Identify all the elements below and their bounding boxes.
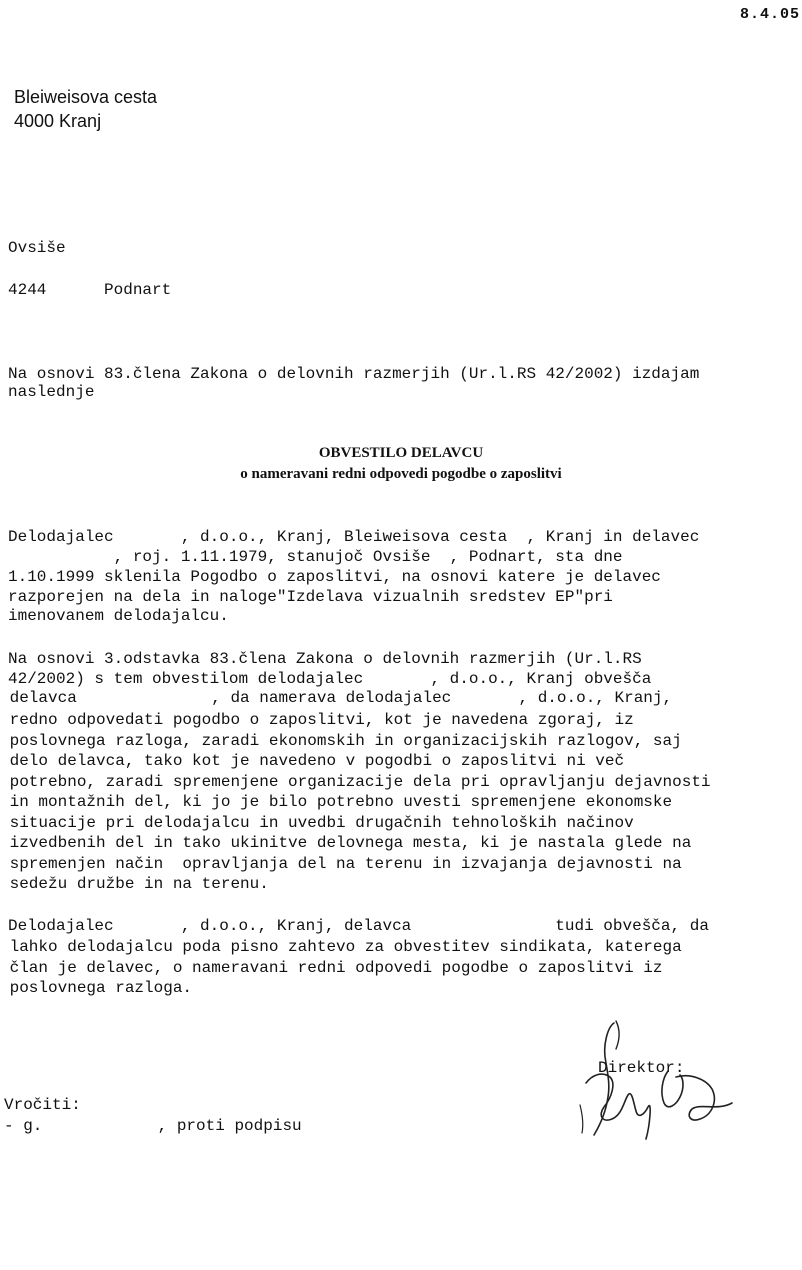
intro-line: Na osnovi 83.člena Zakona o delovnih razmerjih (Ur.l.RS 42/2002) izdajam: [8, 365, 700, 383]
paragraph-line: lahko delodajalcu poda pisno zahtevo za obvestitev sindikata, katerega: [0, 938, 682, 956]
paragraph-line: redno odpovedati pogodbo o zaposlitvi, kot je navedena zgoraj, iz: [0, 711, 634, 729]
paragraph-line: Na osnovi 3.odstavka 83.člena Zakona o delovnih razmerjih (Ur.l.RS: [8, 650, 642, 668]
title-main: OBVESTILO DELAVCU: [318, 445, 484, 461]
delivery-label: Vročiti:: [4, 1096, 81, 1114]
paragraph-line: potrebno, zaradi spremenjene organizacije dela pri opravljanju dejavnosti: [0, 773, 711, 791]
paragraph-line: Delodajalec , d.o.o., Kranj, Bleiweisova cesta , Kranj in delavec: [8, 528, 700, 546]
paragraph-line: in montažnih del, ki jo je bilo potrebno uvesti spremenjene ekonomske: [0, 793, 673, 811]
paragraph-line: 1.10.1999 sklenila Pogodbo o zaposlitvi, na osnovi katere je delavec: [8, 568, 661, 586]
paragraph-line: poslovnega razloga.: [0, 979, 193, 997]
paragraph-line: Delodajalec , d.o.o., Kranj, delavca tudi obvešča, da: [8, 917, 709, 935]
title-subtitle: o nameravani redni odpovedi pogodbe o zaposlitvi: [240, 466, 562, 482]
intro-line: naslednje: [8, 383, 95, 401]
paragraph-line: 42/2002) s tem obvestilom delodajalec , d.o.o., Kranj obvešča: [8, 670, 652, 688]
sender-street: Bleiweisova cesta: [14, 87, 158, 107]
paragraph-line: delavca , da namerava delodajalec , d.o.o., Kranj,: [0, 689, 673, 707]
paragraph-line: imenovanem delodajalcu.: [8, 607, 229, 625]
sender-city: 4000 Kranj: [14, 111, 102, 131]
paragraph-line: , roj. 1.11.1979, stanujoč Ovsiše , Podnart, sta dne: [8, 548, 623, 566]
paragraph-line: razporejen na dela in naloge"Izdelava vizualnih sredstev EP"pri: [8, 588, 613, 606]
paragraph-line: član je delavec, o nameravani redni odpovedi pogodbe o zaposlitvi iz: [0, 959, 663, 977]
recipient-place: Ovsiše: [8, 239, 66, 257]
delivery-line: - g. , proti podpisu: [4, 1117, 302, 1135]
paragraph-line: situacije pri delodajalcu in uvedbi drugačnih tehnoloških načinov: [0, 814, 634, 832]
recipient-postal: 4244 Podnart: [8, 281, 172, 299]
paragraph-line: delo delavca, tako kot je navedeno v pogodbi o zaposlitvi ni več: [0, 752, 625, 770]
date-stamp: 8.4.05: [740, 6, 801, 23]
paragraph-line: sedežu družbe in na terenu.: [0, 875, 269, 893]
signature-image: [572, 1015, 747, 1145]
director-label: Direktor:: [598, 1059, 685, 1077]
paragraph-line: spremenjen način opravljanja del na terenu in izvajanja dejavnosti na: [0, 855, 682, 873]
paragraph-line: izvedbenih del in tako ukinitve delovnega mesta, ki je nastala glede na: [0, 834, 692, 852]
paragraph-line: poslovnega razloga, zaradi ekonomskih in organizacijskih razlogov, saj: [0, 732, 682, 750]
